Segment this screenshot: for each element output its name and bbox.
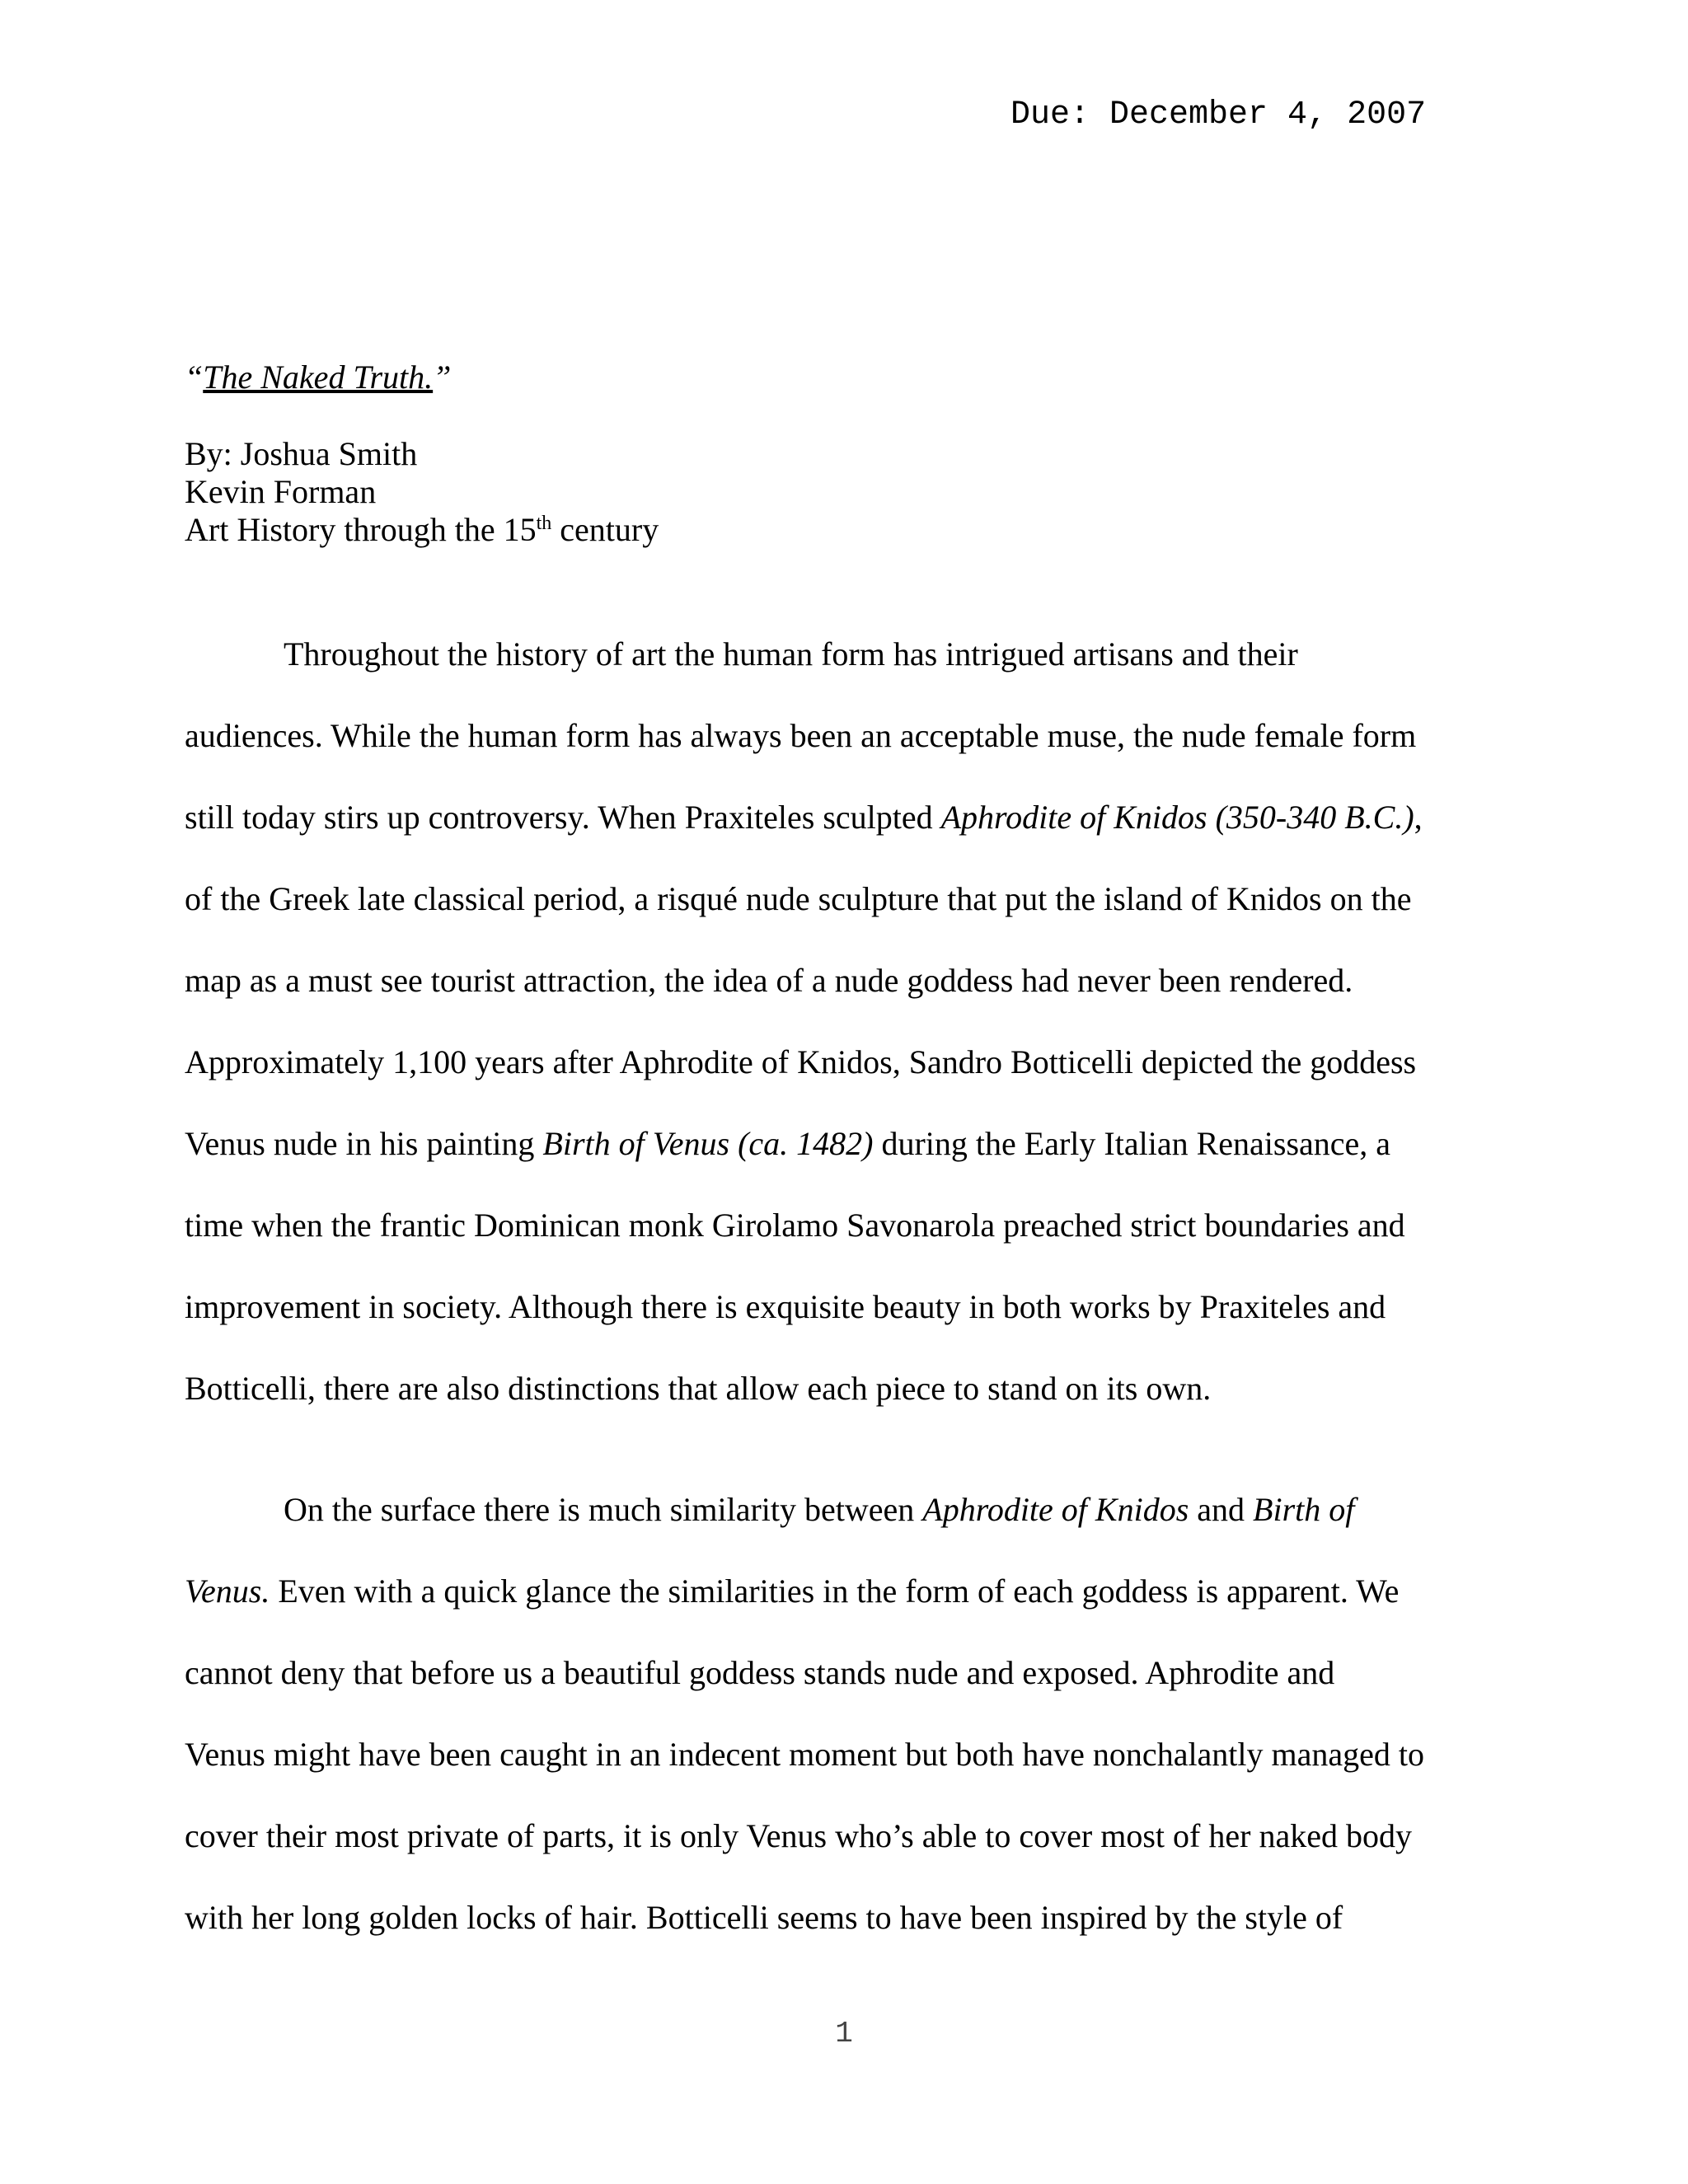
paragraph-1-line: Throughout the history of art the human form has intrigued artisans and their (284, 635, 1298, 673)
paragraph-2 (185, 1469, 1424, 1958)
instructor-line: Kevin Forman (185, 473, 377, 510)
paragraph-1-line (185, 1103, 1423, 1184)
course-superscript: th (536, 513, 552, 534)
artwork-title: Aphrodite of Knidos (922, 1491, 1189, 1528)
title-text: The Naked Truth. (203, 359, 434, 396)
line-text: Even with a quick glance the similarities in the form of each goddess is apparent. We (270, 1572, 1400, 1610)
paragraph-2-line: with her long golden locks of hair. Botticelli seems to have been inspired by the style of (185, 1899, 1343, 1936)
line-text: and (1189, 1491, 1254, 1528)
line-text: Venus nude in his painting (185, 1125, 543, 1162)
line-text: On the surface there is much similarity between (284, 1491, 923, 1528)
artwork-title: Aphrodite of Knidos (350-340 B.C.) (940, 799, 1414, 836)
paragraph-1-line: audiences. While the human form has always been an acceptable muse, the nude female form (185, 717, 1417, 754)
paragraph-2-line: cannot deny that before us a beautiful goddess stands nude and exposed. Aphrodite and (185, 1654, 1335, 1691)
artwork-title: Birth of (1253, 1491, 1355, 1528)
course-prefix: Art History through the 15 (185, 511, 537, 548)
artwork-title: Venus. (185, 1572, 270, 1610)
paragraph-1-line: Botticelli, there are also distinctions that allow each piece to stand on its own. (185, 1370, 1212, 1407)
course-line (185, 511, 659, 549)
paragraph-2-line (185, 1550, 1424, 1632)
course-suffix: century (551, 511, 659, 548)
paragraph-2-line: Venus might have been caught in an indecent moment but both have nonchalantly managed to (185, 1736, 1425, 1773)
title-close-quote: ” (433, 359, 452, 396)
paragraph-1-line: improvement in society. Although there is exquisite beauty in both works by Praxiteles and (185, 1288, 1386, 1325)
paragraph-1 (185, 613, 1423, 1429)
byline-block (185, 435, 659, 549)
paragraph-2-line (185, 1469, 1424, 1550)
line-text: during the Early Italian Renaissance, a (873, 1125, 1391, 1162)
title-open-quote: “ (185, 359, 204, 396)
due-date: Due: December 4, 2007 (1010, 96, 1427, 134)
author-line: By: Joshua Smith (185, 435, 418, 472)
paragraph-2-line: cover their most private of parts, it is only Venus who’s able to cover most of her naked body (185, 1817, 1412, 1854)
artwork-title: Birth of Venus (ca. 1482) (542, 1125, 874, 1162)
page-number: 1 (835, 2017, 853, 2050)
paragraph-1-line: time when the frantic Dominican monk Girolamo Savonarola preached strict boundaries and (185, 1207, 1405, 1244)
paragraph-1-line (185, 776, 1423, 858)
line-text: , (1414, 799, 1423, 836)
essay-title (185, 354, 451, 401)
paragraph-1-line: map as a must see tourist attraction, the idea of a nude goddess had never been rendered. (185, 962, 1353, 999)
paragraph-1-line: Approximately 1,100 years after Aphrodite of Knidos, Sandro Botticelli depicted the goddess (185, 1043, 1417, 1080)
paragraph-1-line: of the Greek late classical period, a risqué nude sculpture that put the island of Knidos on the (185, 880, 1412, 917)
line-text: still today stirs up controversy. When Praxiteles sculpted (185, 799, 941, 836)
